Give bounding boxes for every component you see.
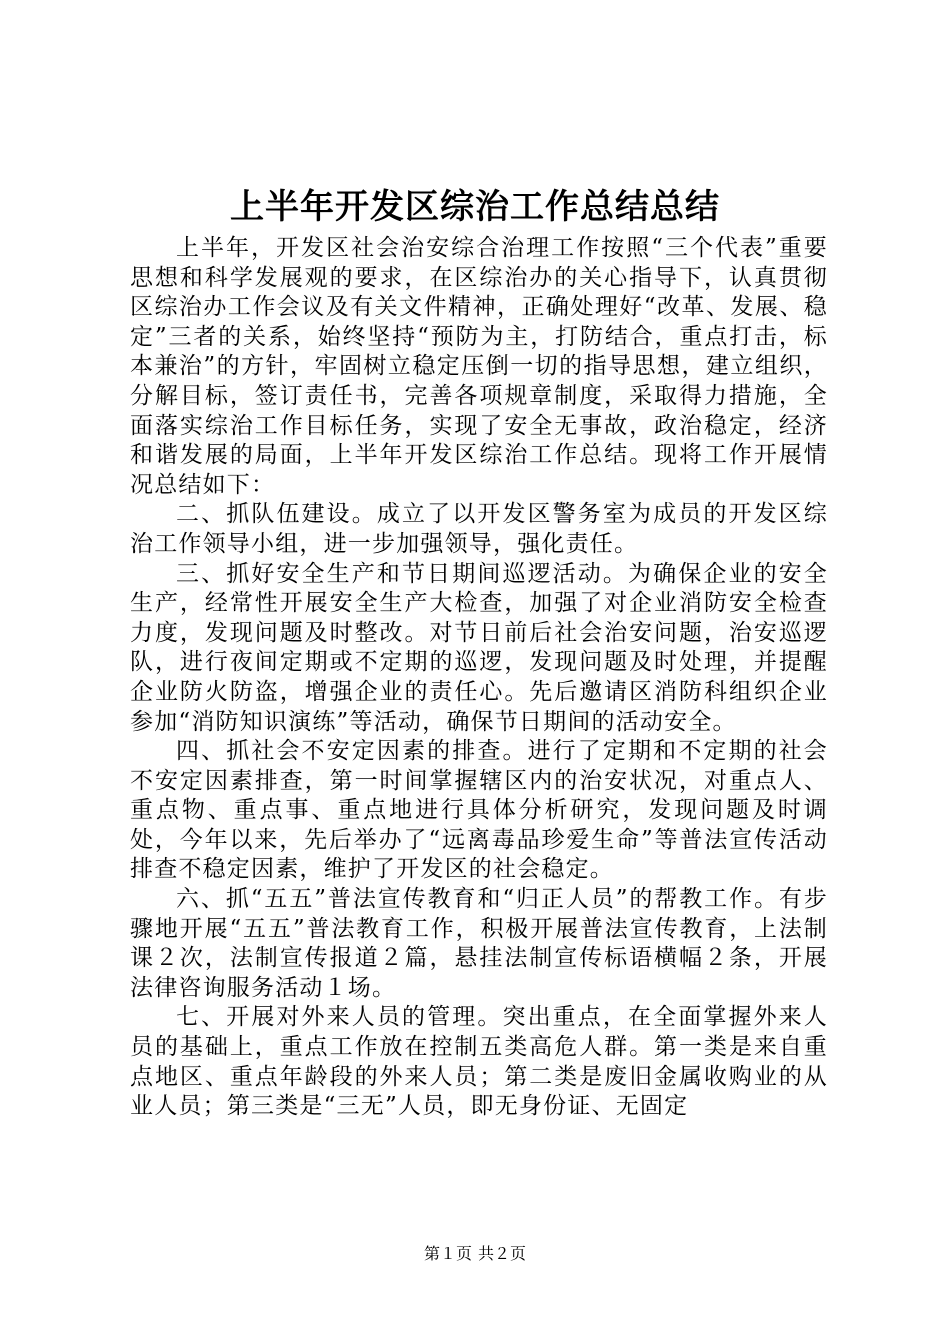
page-total: 共２页	[478, 1244, 527, 1263]
paragraph-safety-patrol: 三、抓好安全生产和节日期间巡逻活动。为确保企业的安全生产，经常性开展安全生产大检查，加强了对企业消防安全检查力度，发现问题及时整改。对节日前后社会治安问题，治安巡逻队，进行夜间定期或不定期的巡逻，发现问题及时处理，并提醒企业防火防盗，增强企业的责任心。先后邀请区消防科组织企业参加“消防知识演练”等活动，确保节日期间的活动安全。	[130, 560, 828, 735]
document-title: 上半年开发区综治工作总结总结	[230, 187, 720, 227]
paragraph-risk-screening: 四、抓社会不安定因素的排查。进行了定期和不定期的社会不安定因素排查，第一时间掌握辖区内的治安状况，对重点人、重点物、重点事、重点地进行具体分析研究，发现问题及时调处，今年以来，先后举办了“远离毒品珍爱生命”等普法宣传活动排查不稳定因素，维护了开发区的社会稳定。	[130, 738, 828, 883]
paragraph-legal-education: 六、抓“五五”普法宣传教育和“归正人员”的帮教工作。有步骤地开展“五五”普法教育工作，积极开展普法宣传教育，上法制课２次，法制宣传报道２篇，悬挂法制宣传标语横幅２条，开展法律咨询服务活动１场。	[130, 886, 828, 1001]
document-body	[130, 234, 828, 1122]
paragraph-team-building: 二、抓队伍建设。成立了以开发区警务室为成员的开发区综治工作领导小组，进一步加强领导，强化责任。	[130, 501, 828, 557]
paragraph-intro: 上半年，开发区社会治安综合治理工作按照“三个代表”重要思想和科学发展观的要求，在区综治办的关心指导下，认真贯彻区综治办工作会议及有关文件精神，正确处理好“改革、发展、稳定”三者的关系，始终坚持“预防为主，打防结合，重点打击，标本兼治”的方针，牢固树立稳定压倒一切的指导思想，建立组织，分解目标，签订责任书，完善各项规章制度，采取得力措施，全面落实综治工作目标任务，实现了安全无事故，政治稳定，经济和谐发展的局面，上半年开发区综治工作总结。现将工作开展情况总结如下：	[130, 235, 828, 498]
page-footer	[0, 1242, 950, 1266]
page-number: 第１页	[423, 1244, 472, 1263]
paragraph-migrant-management: 七、开展对外来人员的管理。突出重点，在全面掌握外来人员的基础上，重点工作放在控制五类高危人群。第一类是来自重点地区、重点年龄段的外来人员；第二类是废旧金属收购业的从业人员；第三类是“三无”人员，即无身份证、无固定	[130, 1004, 828, 1120]
